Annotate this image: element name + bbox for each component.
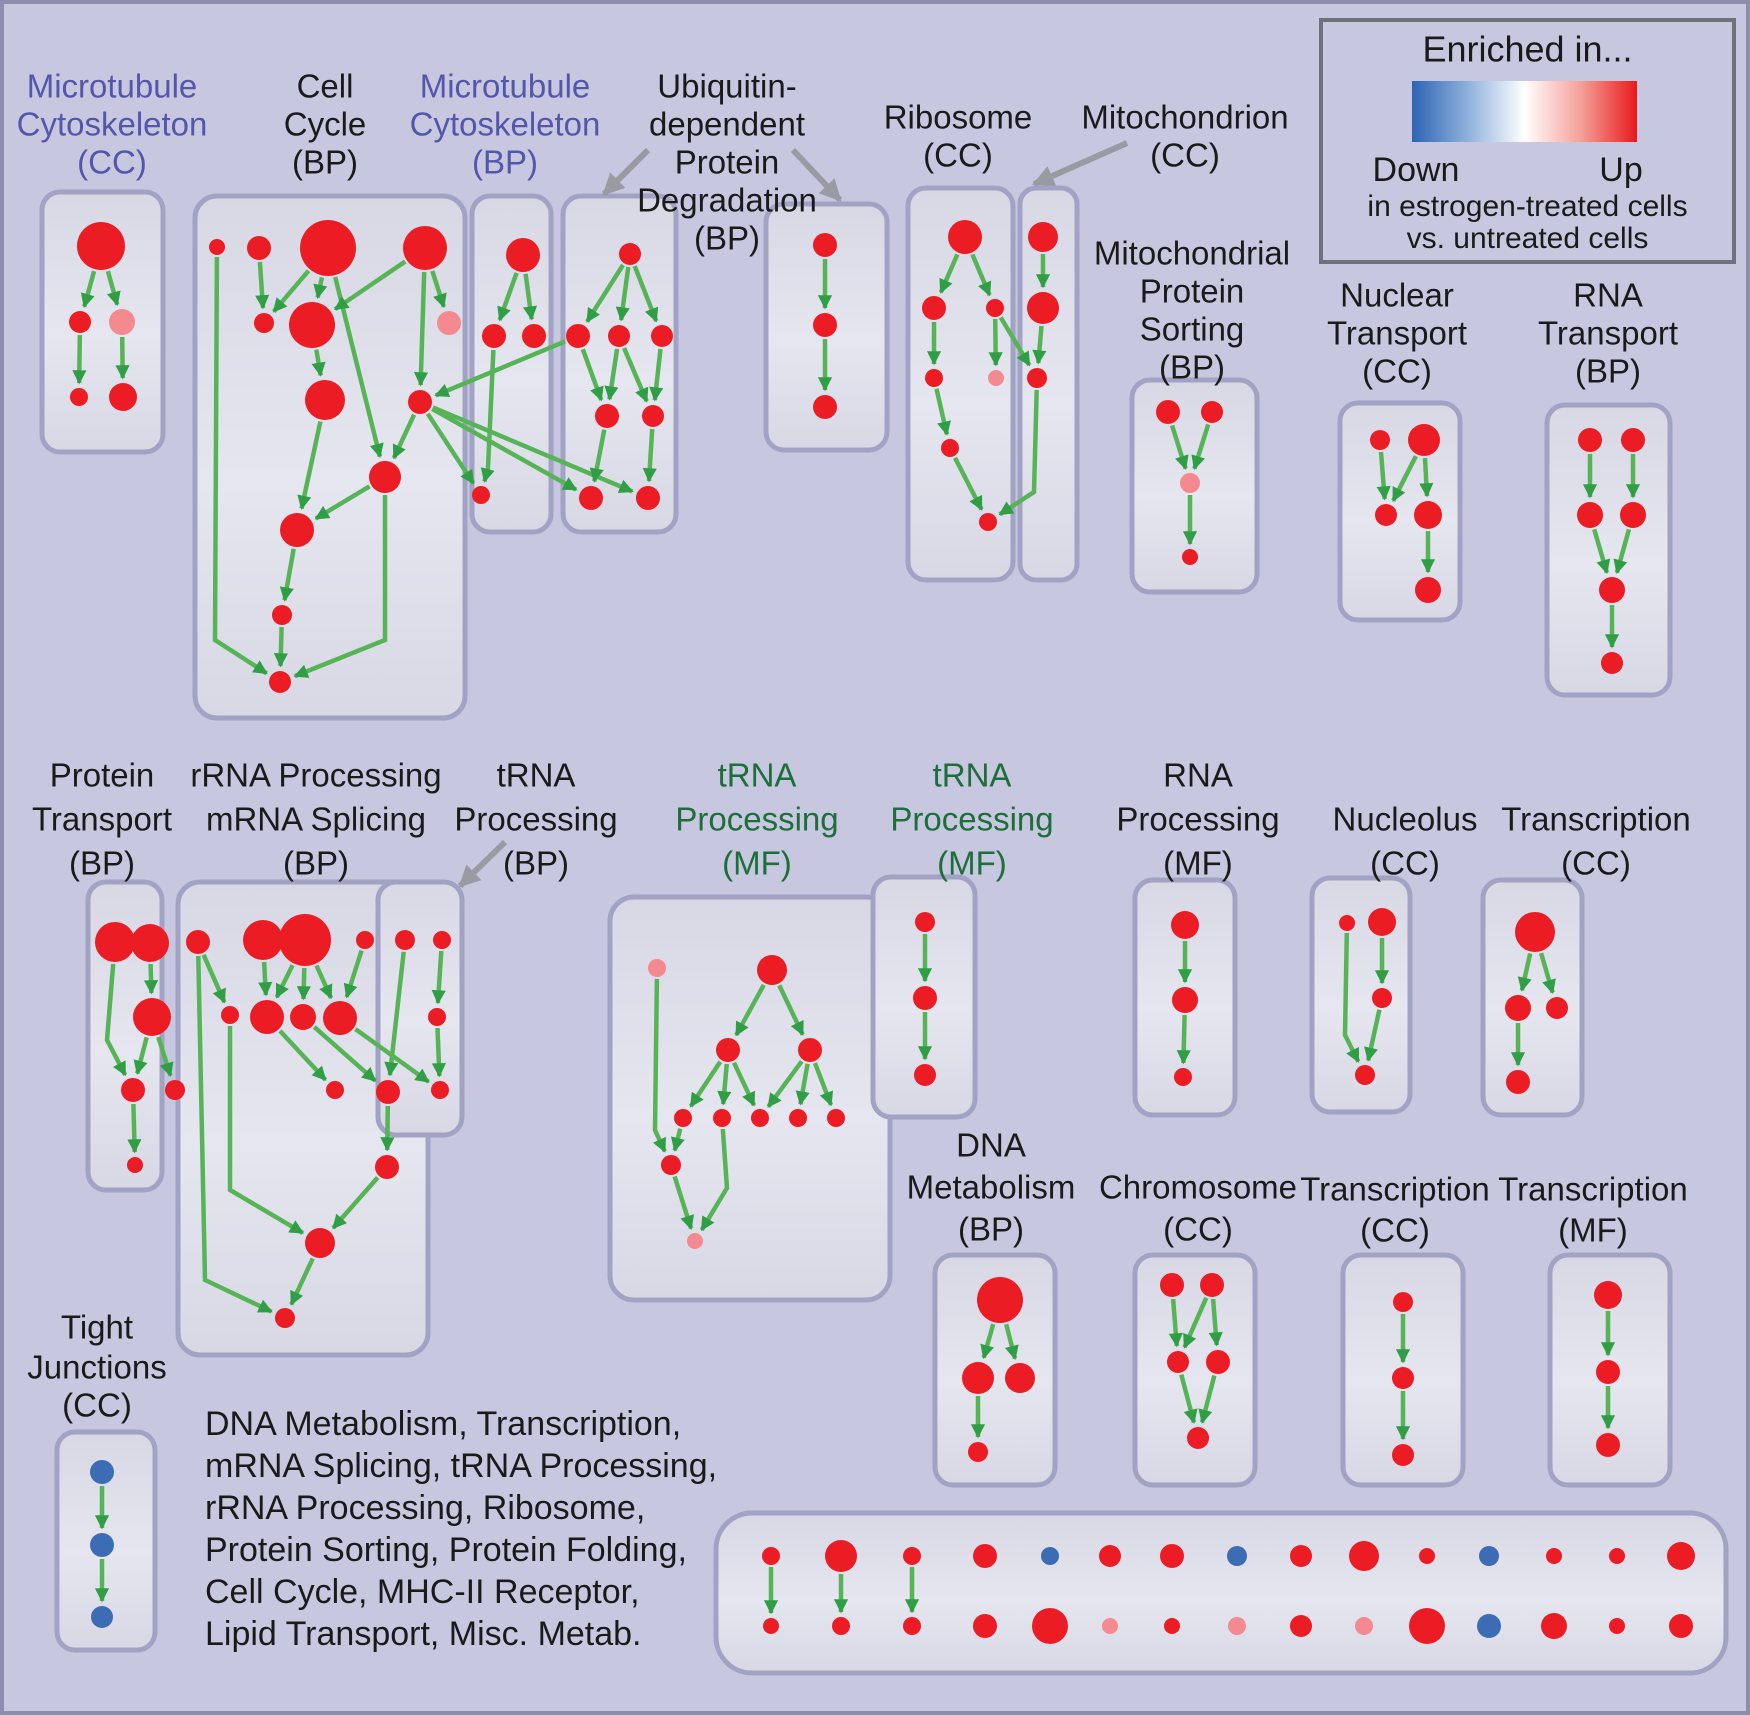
node-c2: [1174, 1068, 1192, 1086]
group-label-transcription-cc-1-line1: (CC): [1561, 844, 1631, 882]
node-z0: [1160, 1273, 1184, 1297]
group-label-trna-mf-1-line0: tRNA: [717, 756, 797, 794]
node-p1: [131, 924, 169, 962]
node-y1: [962, 1362, 994, 1394]
node-d2: [1372, 988, 1392, 1008]
edge-r2-r4: [995, 319, 996, 365]
node-ms_b5: [1102, 1618, 1118, 1634]
node-p5: [127, 1157, 143, 1173]
node-tb0: [395, 930, 415, 950]
edge-w1-w2: [1038, 326, 1041, 363]
group-label-transcription-cc-1-line0: Transcription: [1501, 800, 1691, 838]
group-label-tight-junctions-line1: Junctions: [27, 1348, 167, 1386]
node-fP: [687, 1233, 703, 1249]
group-label-trna-mf-1-line2: (MF): [722, 844, 792, 882]
node-ms_b11: [1477, 1614, 1501, 1638]
misc-categories-text-line3: Protein Sorting, Protein Folding,: [205, 1530, 687, 1569]
group-label-cell-cycle-line1: Cycle: [283, 105, 367, 143]
group-box-chromosome: [1135, 1255, 1255, 1485]
group-box-misc: [716, 1513, 1726, 1673]
node-r4: [988, 370, 1004, 386]
node-r5: [941, 439, 959, 457]
group-label-cell-cycle-line2: (BP): [292, 143, 358, 181]
node-u5: [642, 405, 664, 427]
group-label-microtubule-bp-line0: Microtubule: [419, 67, 591, 105]
node-b0: [1594, 1281, 1622, 1309]
node-z3: [1206, 1350, 1230, 1374]
node-j0: [375, 1155, 399, 1179]
node-cc8: [408, 390, 432, 414]
node-t3: [1414, 501, 1442, 529]
node-p4: [165, 1080, 185, 1100]
group-label-protein-transport-line0: Protein: [49, 756, 155, 794]
group-label-trna-mf-1-line1: Processing: [675, 800, 839, 838]
legend-subtitle-line1: in estrogen-treated cells: [1367, 189, 1688, 223]
node-ms_t11: [1479, 1546, 1499, 1566]
node-s3: [1182, 549, 1198, 565]
node-y2: [1005, 1363, 1035, 1393]
node-e2: [914, 1064, 936, 1086]
group-label-mito-sorting-line3: (BP): [1159, 348, 1225, 386]
group-label-mitochondrion-line1: (CC): [1150, 136, 1220, 174]
group-box-nuclear-transport: [1340, 403, 1460, 620]
node-ms_t1: [825, 1540, 857, 1572]
node-x3: [1506, 1070, 1530, 1094]
edge-u5-u7: [649, 429, 652, 481]
node-g0: [186, 930, 210, 954]
node-cc9: [369, 461, 401, 493]
group-label-rrna-line2: (BP): [283, 844, 349, 882]
node-r2: [986, 299, 1004, 317]
node-u7: [636, 486, 660, 510]
node-cc4: [254, 313, 274, 333]
node-f1: [757, 955, 787, 985]
node-b1: [1596, 1360, 1620, 1384]
node-g3: [356, 931, 374, 949]
node-r1: [922, 296, 946, 320]
group-label-microtubule-cc-line1: Cytoskeleton: [16, 105, 208, 143]
node-ms_t14: [1667, 1542, 1695, 1570]
group-label-trna-mf-2-line0: tRNA: [932, 756, 1012, 794]
misc-categories-text-line0: DNA Metabolism, Transcription,: [205, 1404, 682, 1443]
misc-categories-text-line1: mRNA Splicing, tRNA Processing,: [205, 1446, 718, 1485]
group-label-ubiquitin-1-line4: (BP): [694, 219, 760, 257]
node-a0: [1393, 1292, 1413, 1312]
group-label-trna-bp-line1: Processing: [454, 800, 618, 838]
node-mb1: [482, 324, 506, 348]
edge-i1-j0: [387, 1106, 388, 1150]
node-t2: [1375, 504, 1397, 526]
node-a1: [1392, 1367, 1414, 1389]
group-label-microtubule-cc-line0: Microtubule: [26, 67, 198, 105]
misc-categories-text-line4: Cell Cycle, MHC-II Receptor,: [205, 1572, 640, 1611]
legend-up-label: Up: [1599, 150, 1643, 189]
node-ms_b14: [1669, 1614, 1693, 1638]
edge-c1-c2: [1183, 1015, 1184, 1063]
group-label-trna-bp-line0: tRNA: [496, 756, 576, 794]
group-label-microtubule-cc-line2: (CC): [77, 143, 147, 181]
node-mc2: [109, 309, 135, 335]
node-u0: [619, 243, 641, 265]
group-label-mito-sorting-line2: Sorting: [1139, 310, 1245, 348]
group-label-rrna-line1: mRNA Splicing: [205, 800, 427, 838]
node-x2: [1546, 997, 1568, 1019]
group-label-nucleolus-line0: Nucleolus: [1332, 800, 1478, 838]
node-c1: [1172, 987, 1198, 1013]
node-ms_b1: [832, 1617, 850, 1635]
misc-categories-text-line2: rRNA Processing, Ribosome,: [205, 1488, 646, 1527]
node-u4: [595, 404, 619, 428]
node-h1: [250, 1000, 284, 1034]
group-label-tight-junctions-line2: (CC): [62, 1386, 132, 1424]
group-label-protein-transport-line1: Transport: [32, 800, 172, 838]
node-p3: [121, 1078, 145, 1102]
node-cc0: [209, 239, 225, 255]
group-label-transcription-mf-line1: (MF): [1558, 1211, 1628, 1249]
legend-down-label: Down: [1372, 150, 1460, 189]
node-q4: [1599, 577, 1625, 603]
node-u1: [566, 324, 590, 348]
group-label-ribosome-line0: Ribosome: [883, 98, 1033, 136]
node-ms_t7: [1227, 1546, 1247, 1566]
edge-mc1-mc3: [79, 335, 80, 383]
node-cc3: [403, 226, 447, 270]
node-ms_t13: [1609, 1548, 1625, 1564]
group-label-trna-bp-line2: (BP): [503, 844, 569, 882]
node-q2: [1577, 502, 1603, 528]
node-f4: [674, 1109, 692, 1127]
node-t1: [1408, 424, 1440, 456]
node-s0: [1156, 400, 1180, 424]
node-r3: [925, 369, 943, 387]
node-ms_b13: [1609, 1618, 1625, 1634]
node-ms_b9: [1355, 1617, 1373, 1635]
edge-g1-h1: [264, 962, 266, 995]
node-y0: [977, 1277, 1023, 1323]
group-label-mito-sorting-line0: Mitochondrial: [1093, 234, 1291, 272]
group-label-rna-transport-line0: RNA: [1573, 276, 1643, 314]
node-i1: [376, 1080, 400, 1104]
node-d1: [1368, 908, 1396, 936]
node-w2: [1027, 368, 1047, 388]
node-h0: [221, 1006, 239, 1024]
node-a2: [1392, 1444, 1414, 1466]
node-r6: [979, 513, 997, 531]
node-tj2: [91, 1606, 113, 1628]
node-ms_b10: [1409, 1608, 1445, 1644]
node-g1: [243, 920, 283, 960]
node-cc6: [437, 311, 461, 335]
node-ms_b8: [1290, 1615, 1312, 1637]
node-ms_b4: [1032, 1608, 1068, 1644]
node-mc1: [69, 311, 91, 333]
node-ms_t4: [1041, 1547, 1059, 1565]
node-k0: [305, 1228, 335, 1258]
group-label-dna-metabolism-line2: (BP): [958, 1210, 1024, 1248]
group-label-mitochondrion-line0: Mitochondrion: [1081, 98, 1289, 136]
group-label-trna-mf-2-line2: (MF): [937, 844, 1007, 882]
group-label-transcription-cc-2-line1: (CC): [1360, 1211, 1430, 1249]
group-label-ubiquitin-1-line2: Protein: [674, 143, 780, 181]
group-label-protein-transport-line2: (BP): [69, 844, 135, 882]
node-q1: [1621, 428, 1645, 452]
node-cc5: [289, 302, 335, 348]
node-ms_t9: [1349, 1541, 1379, 1571]
node-mb2: [522, 324, 546, 348]
group-label-cell-cycle-line0: Cell: [296, 67, 354, 105]
node-cc7: [305, 380, 345, 420]
node-i0: [326, 1081, 344, 1099]
node-f6: [751, 1109, 769, 1127]
group-label-ribosome-line1: (CC): [923, 136, 993, 174]
group-label-rna-processing-mf-line0: RNA: [1163, 756, 1233, 794]
edge-p1-p2: [151, 964, 152, 993]
node-r0: [948, 220, 982, 254]
node-x0: [1515, 912, 1555, 952]
group-label-nuclear-transport-line2: (CC): [1362, 352, 1432, 390]
node-f0: [648, 959, 666, 977]
group-label-dna-metabolism-line1: Metabolism: [906, 1168, 1076, 1206]
node-b2: [1596, 1433, 1620, 1457]
edge-t1-t3: [1425, 458, 1427, 496]
node-w1: [1027, 292, 1059, 324]
group-label-rna-processing-mf-line1: Processing: [1116, 800, 1280, 838]
node-e1: [913, 986, 937, 1010]
node-s1: [1201, 401, 1223, 423]
node-h3: [323, 1001, 357, 1035]
node-ms_b12: [1541, 1613, 1567, 1639]
node-z1: [1200, 1273, 1224, 1297]
node-w0: [1028, 222, 1058, 252]
node-tb2: [428, 1008, 446, 1026]
node-u3: [651, 325, 673, 347]
node-ms_t5: [1099, 1545, 1121, 1567]
node-tb4: [431, 1081, 449, 1099]
legend-gradient-bar: [1412, 81, 1637, 142]
node-tj1: [90, 1533, 114, 1557]
node-y3: [968, 1442, 988, 1462]
node-mc3: [70, 388, 88, 406]
node-z4: [1187, 1427, 1209, 1449]
node-tb1: [433, 931, 451, 949]
node-d3: [1355, 1065, 1375, 1085]
node-mc4: [109, 383, 137, 411]
group-label-chromosome-line0: Chromosome: [1098, 1168, 1298, 1206]
group-label-rrna-line0: rRNA Processing: [190, 756, 442, 794]
node-ms_t8: [1290, 1545, 1312, 1567]
node-f8: [827, 1109, 845, 1127]
node-g2: [279, 914, 331, 966]
node-s2: [1180, 473, 1200, 493]
node-ms_t2: [903, 1547, 921, 1565]
group-label-nuclear-transport-line0: Nuclear: [1340, 276, 1454, 314]
group-label-dna-metabolism-line0: DNA: [956, 1126, 1026, 1164]
node-cc12: [269, 671, 291, 693]
node-cc10: [280, 513, 314, 547]
node-ms_t6: [1160, 1544, 1184, 1568]
node-f2: [716, 1038, 740, 1062]
node-f3: [798, 1038, 822, 1062]
group-label-microtubule-bp-line1: Cytoskeleton: [409, 105, 601, 143]
group-label-nuclear-transport-line1: Transport: [1327, 314, 1467, 352]
node-cc2: [300, 220, 356, 276]
node-e0: [915, 912, 935, 932]
legend-subtitle-line2: vs. untreated cells: [1406, 221, 1649, 255]
edge-p3-p5: [133, 1104, 134, 1152]
node-v1: [813, 313, 837, 337]
node-z2: [1167, 1351, 1189, 1373]
node-ms_b2: [903, 1617, 921, 1635]
edge-mc2-mc4: [122, 337, 123, 378]
group-label-ubiquitin-1-line1: dependent: [649, 105, 805, 143]
edge-cc11-cc12: [281, 627, 282, 666]
node-mb0: [506, 238, 540, 272]
node-t4: [1415, 577, 1441, 603]
node-f7: [789, 1109, 807, 1127]
node-q0: [1578, 428, 1602, 452]
node-h2: [290, 1004, 316, 1030]
node-p0: [95, 922, 135, 962]
group-box-rna-transport: [1547, 405, 1670, 695]
node-v0: [813, 233, 837, 257]
node-x1: [1505, 995, 1531, 1021]
group-label-transcription-cc-2-line0: Transcription: [1300, 1170, 1490, 1208]
node-u2: [608, 325, 630, 347]
node-cc1: [247, 236, 271, 260]
group-label-rna-transport-line2: (BP): [1575, 352, 1641, 390]
node-p2: [133, 998, 171, 1036]
group-label-rna-processing-mf-line2: (MF): [1163, 844, 1233, 882]
node-f5: [713, 1109, 731, 1127]
node-ms_t3: [973, 1544, 997, 1568]
node-mb3: [472, 486, 490, 504]
node-tj0: [90, 1460, 114, 1484]
node-ms_t12: [1546, 1548, 1562, 1564]
group-label-microtubule-bp-line2: (BP): [472, 143, 538, 181]
group-label-trna-mf-2-line1: Processing: [890, 800, 1054, 838]
edge-cc1-cc4: [260, 262, 263, 308]
node-c0: [1171, 911, 1199, 939]
node-l0: [275, 1308, 295, 1328]
node-fL: [661, 1155, 681, 1175]
node-ms_b6: [1164, 1618, 1180, 1634]
node-ms_b3: [973, 1614, 997, 1638]
node-u6: [579, 486, 603, 510]
group-label-tight-junctions-line0: Tight: [60, 1308, 134, 1346]
group-label-chromosome-line1: (CC): [1163, 1210, 1233, 1248]
group-label-transcription-mf-line0: Transcription: [1498, 1170, 1688, 1208]
node-ms_t0: [762, 1547, 780, 1565]
node-q5: [1601, 652, 1623, 674]
node-q3: [1620, 502, 1646, 528]
edge-g2-h2: [304, 968, 305, 999]
node-ms_b7: [1228, 1617, 1246, 1635]
group-label-rna-transport-line1: Transport: [1538, 314, 1678, 352]
node-t0: [1370, 430, 1390, 450]
group-label-mito-sorting-line1: Protein: [1139, 272, 1245, 310]
node-ms_t10: [1419, 1548, 1435, 1564]
edge-tb2-tb4: [438, 1028, 440, 1076]
group-label-ubiquitin-1-line0: Ubiquitin-: [657, 67, 797, 105]
node-ms_b0: [763, 1618, 779, 1634]
node-cc11: [272, 605, 292, 625]
node-mc0: [77, 222, 125, 270]
group-label-ubiquitin-1-line3: Degradation: [637, 181, 817, 219]
group-label-nucleolus-line1: (CC): [1370, 844, 1440, 882]
legend-title: Enriched in...: [1422, 28, 1633, 70]
node-d0: [1339, 915, 1355, 931]
node-v2: [813, 395, 837, 419]
misc-categories-text-line5: Lipid Transport, Misc. Metab.: [205, 1614, 642, 1653]
